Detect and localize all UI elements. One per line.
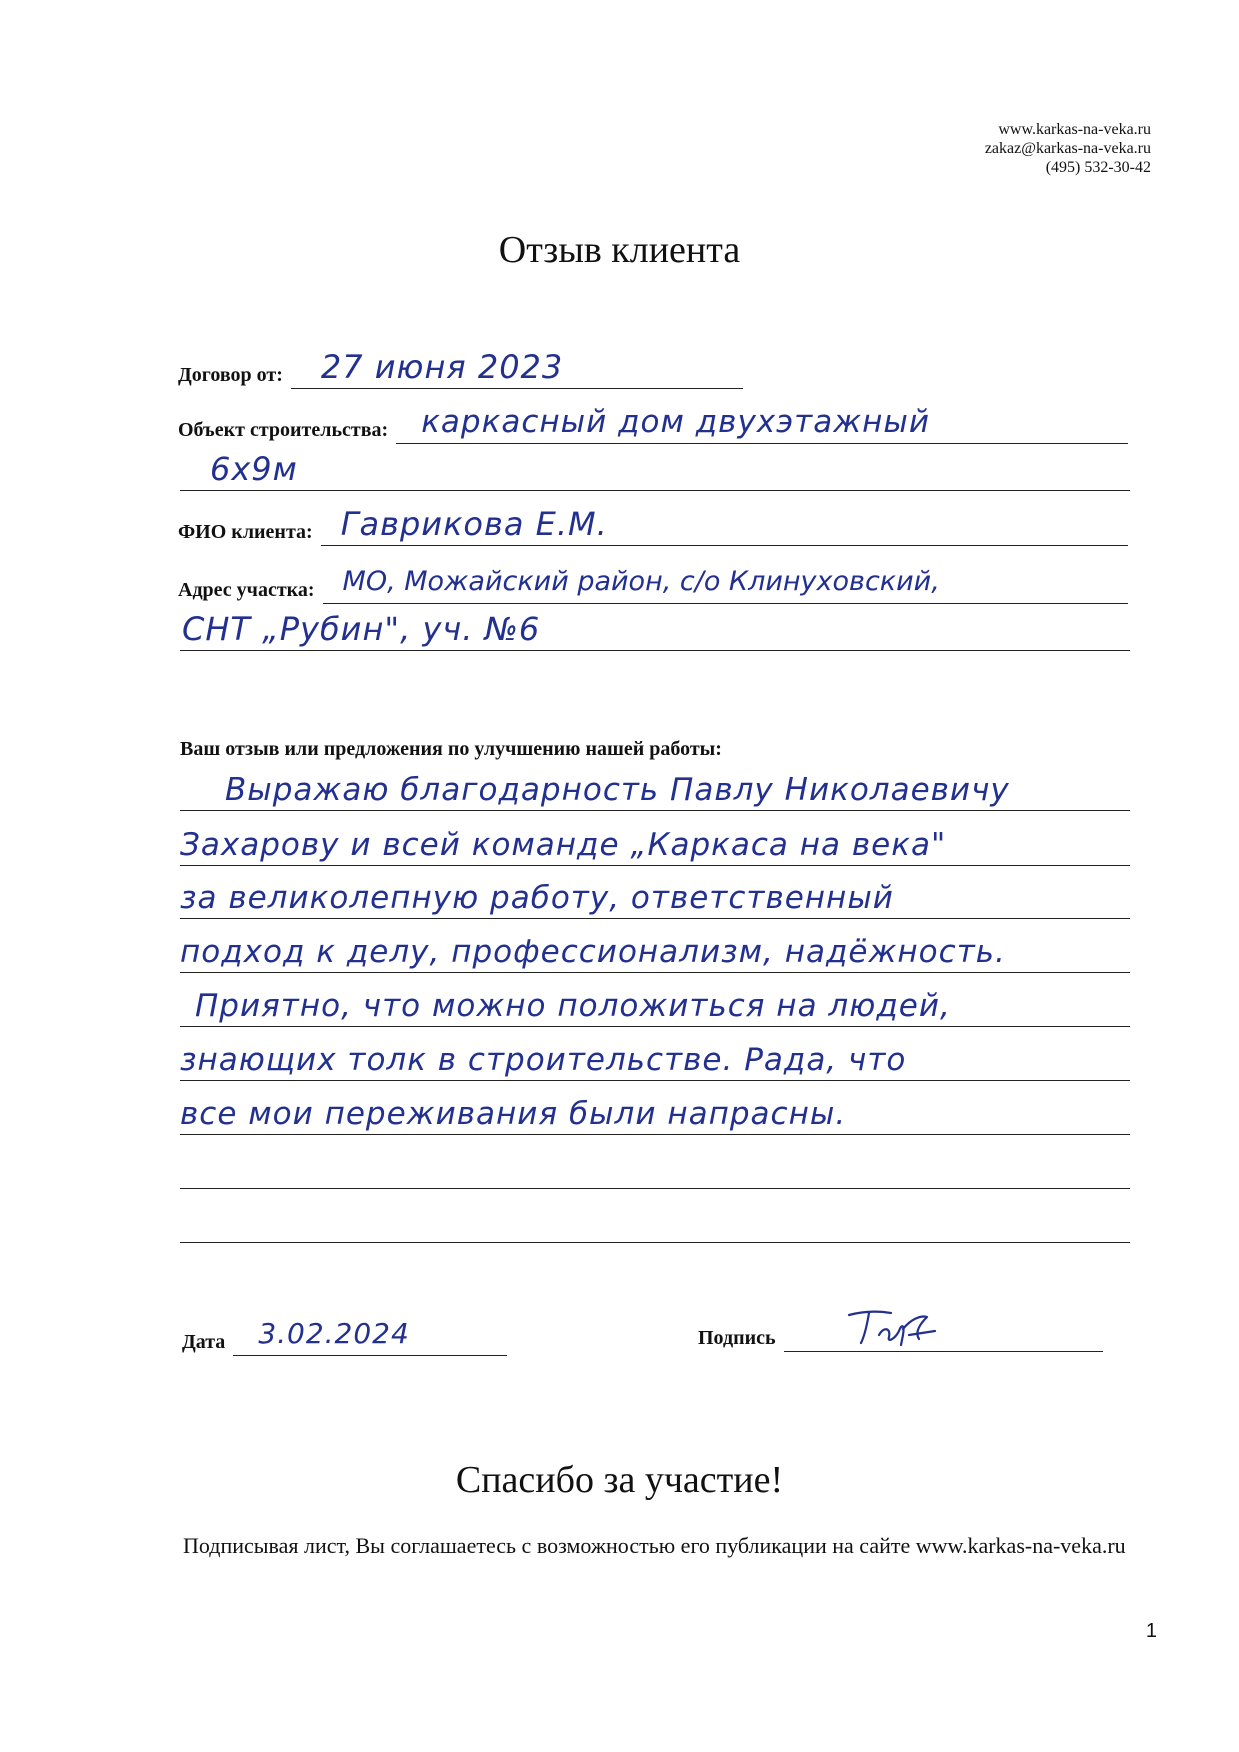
feedback-line[interactable] xyxy=(180,1084,1130,1135)
address-value-line1: МО, Можайский район, с/о Клинуховский, xyxy=(342,566,940,597)
page-title: Отзыв клиента xyxy=(498,229,741,271)
page-number: 1 xyxy=(1145,1620,1157,1642)
feedback-line[interactable] xyxy=(180,868,1130,919)
address-label: Адрес участка: xyxy=(178,579,315,601)
feedback-line[interactable] xyxy=(180,1192,1130,1243)
contract-label: Договор от: xyxy=(178,364,283,386)
feedback-line[interactable] xyxy=(180,922,1130,973)
address-value-line2: СНТ „Рубин", уч. №6 xyxy=(182,610,541,648)
object-field[interactable] xyxy=(396,399,1128,444)
client-label: ФИО клиента: xyxy=(178,521,313,543)
signature-field[interactable] xyxy=(784,1307,1103,1352)
signature-label: Подпись xyxy=(698,1327,776,1349)
contact-block xyxy=(985,120,1151,177)
object-value-line2: 6х9м xyxy=(210,450,298,488)
feedback-text: за великолепную работу, ответственный xyxy=(180,880,894,916)
feedback-text: Выражаю благодарность Павлу Николаевичу xyxy=(225,772,1010,808)
contract-value: 27 июня 2023 xyxy=(320,348,564,386)
feedback-line[interactable] xyxy=(180,976,1130,1027)
address-field-line2[interactable] xyxy=(180,606,1130,651)
feedback-line[interactable] xyxy=(180,760,1130,811)
feedback-text: все мои переживания были напрасны. xyxy=(180,1096,847,1132)
feedback-text: подход к делу, профессионализм, надёжность. xyxy=(180,934,1006,970)
contract-row xyxy=(178,345,743,389)
feedback-line[interactable] xyxy=(180,1030,1130,1081)
address-field[interactable] xyxy=(323,559,1128,604)
client-field[interactable] xyxy=(321,501,1128,546)
date-label: Дата xyxy=(182,1331,226,1353)
date-value: 3.02.2024 xyxy=(258,1317,410,1350)
object-row xyxy=(178,400,1128,444)
date-field[interactable] xyxy=(233,1311,507,1356)
contract-field[interactable] xyxy=(291,344,743,389)
date-row xyxy=(182,1312,507,1356)
phone-number: (495) 532-30-42 xyxy=(1045,159,1151,176)
feedback-text: знающих толк в строительстве. Рада, что xyxy=(180,1042,907,1078)
client-row xyxy=(178,502,1128,546)
thanks-message: Спасибо за участие! xyxy=(455,1459,784,1501)
feedback-text: Приятно, что можно положиться на людей, xyxy=(195,988,951,1024)
object-label: Объект строительства: xyxy=(178,419,389,441)
address-row xyxy=(178,560,1128,604)
email-link[interactable]: zakaz@karkas-na-veka.ru xyxy=(984,140,1151,157)
signature-row xyxy=(698,1308,1103,1352)
feedback-text: Захарову и всей команде „Каркаса на века" xyxy=(180,827,947,863)
publication-consent-note: Подписывая лист, Вы соглашаетесь с возможностью его публикации на сайте www.karkas-na-veka.ru xyxy=(183,1533,1126,1558)
object-field-line2[interactable] xyxy=(180,446,1130,491)
website-link[interactable]: www.karkas-na-veka.ru xyxy=(998,121,1151,138)
client-value: Гаврикова Е.М. xyxy=(340,505,608,543)
signature-mark xyxy=(839,1305,949,1349)
feedback-label: Ваш отзыв или предложения по улучшению нашей работы: xyxy=(180,738,722,760)
object-value-line1: каркасный дом двухэтажный xyxy=(421,404,931,440)
feedback-line[interactable] xyxy=(180,1138,1130,1189)
feedback-line[interactable] xyxy=(180,815,1130,866)
